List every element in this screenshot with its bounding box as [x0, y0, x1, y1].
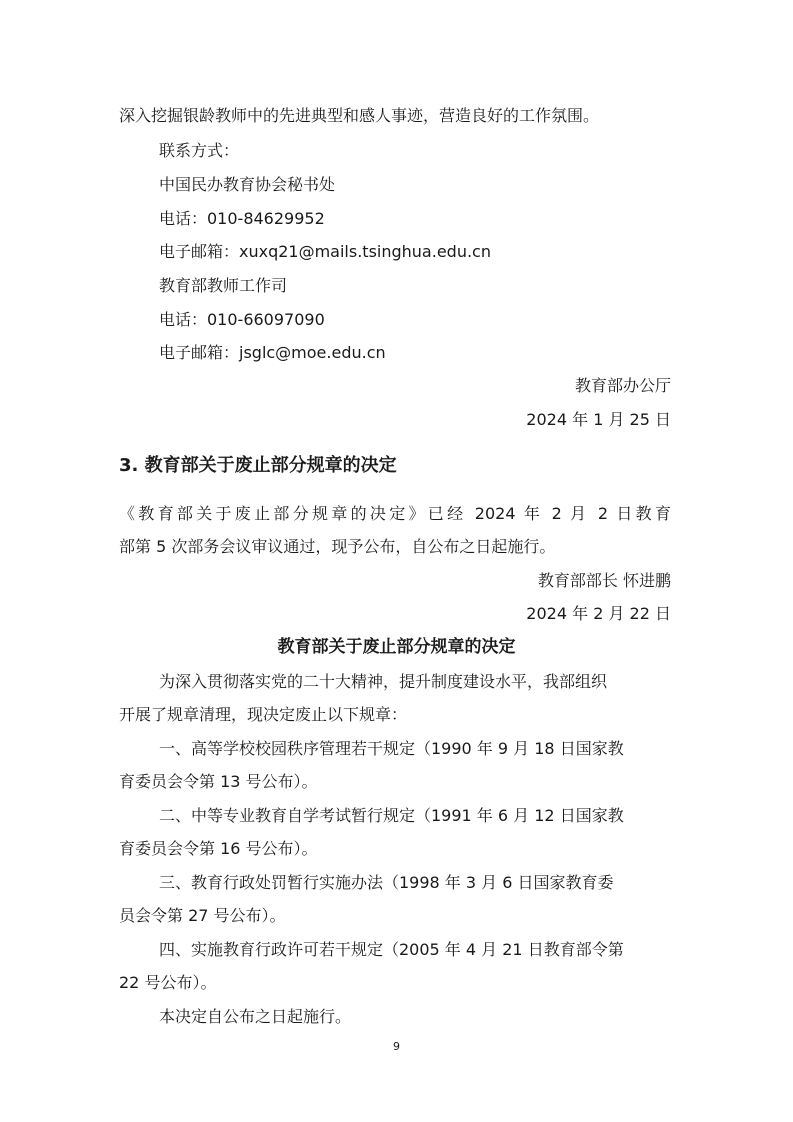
contact-email-1: 电子邮箱：xuxq21@mails.tsinghua.edu.cn: [159, 242, 491, 261]
document-title: 教育部关于废止部分规章的决定: [277, 637, 516, 657]
intro-line-1: 为深入贯彻落实党的二十大精神，提升制度建设水平，我部组织: [159, 672, 608, 691]
contact-phone-2: 电话：010-66097090: [159, 310, 325, 329]
signer-date: 2024 年 2 月 22 日: [526, 604, 671, 623]
signer: 教育部部长 怀进鹏: [537, 571, 671, 590]
list-item-1-line-2: 育委员会令第 13 号公布）。: [119, 772, 318, 791]
contact-email-2: 电子邮箱：jsglc@moe.edu.cn: [159, 343, 386, 362]
list-item-4-line-1: 四、实施教育行政许可若干规定（2005 年 4 月 21 日教育部令第: [159, 940, 624, 959]
list-item-3-line-2: 员会令第 27 号公布）。: [119, 906, 286, 925]
notice-date: 2024 年 1 月 25 日: [526, 410, 671, 429]
list-item-2-line-1: 二、中等专业教育自学考试暂行规定（1991 年 6 月 12 日国家教: [159, 806, 624, 825]
notice-issuer: 教育部办公厅: [574, 376, 671, 395]
contact-phone-1: 电话：010-84629952: [159, 209, 325, 228]
section-paragraph-line-1: 《教育部关于废止部分规章的决定》已经 2024 年 2 月 2 日教育: [119, 504, 671, 523]
list-item-3-line-1: 三、教育行政处罚暂行实施办法（1998 年 3 月 6 日国家教育委: [159, 873, 614, 892]
list-item-2-line-2: 育委员会令第 16 号公布）。: [119, 839, 318, 858]
section-paragraph-line-2: 部第 5 次部务会议审议通过，现予公布，自公布之日起施行。: [119, 537, 556, 556]
contact-org-2: 教育部教师工作司: [159, 276, 288, 295]
page-number: 9: [393, 1040, 400, 1053]
intro-tail-text: 深入挖掘银龄教师中的先进典型和感人事迹，营造良好的工作氛围。: [119, 106, 600, 125]
contact-org-1: 中国民办教育协会秘书处: [159, 175, 336, 194]
intro-line-2: 开展了规章清理，现决定废止以下规章：: [119, 705, 408, 724]
section-heading: 3. 教育部关于废止部分规章的决定: [119, 455, 397, 476]
list-item-4-line-2: 22 号公布）。: [119, 973, 217, 992]
list-item-1-line-1: 一、高等学校校园秩序管理若干规定（1990 年 9 月 18 日国家教: [159, 739, 624, 758]
contact-label: 联系方式：: [159, 141, 240, 160]
closing-text: 本决定自公布之日起施行。: [159, 1007, 352, 1026]
